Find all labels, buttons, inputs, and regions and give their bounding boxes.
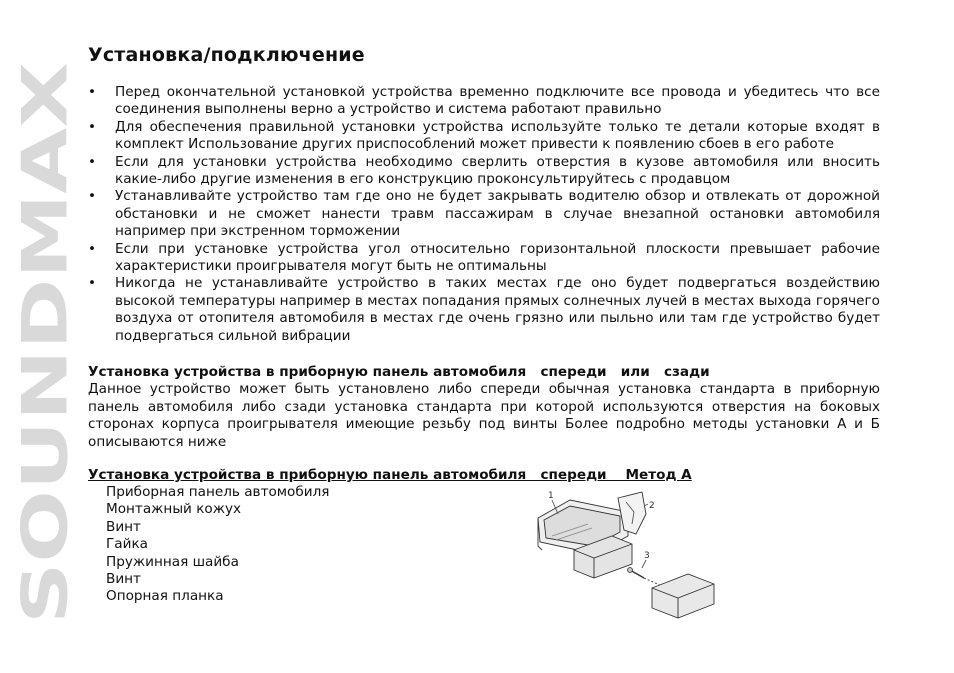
section-heading: Установка устройства в приборную панель автомобиля спереди или сзади: [88, 364, 710, 380]
diagram-label-1: 1: [548, 491, 554, 501]
list-item: • Никогда не устанавливайте устройство в таких местах где оно будет подвергаться воздействию высокой температуры например в местах попадания прямых солнечных лучей в местах выхода горячего воздуха от отопителя автомобиля в местах где очень грязно или пыльно или там где устройство будет подвергаться сильной вибрации: [88, 275, 880, 344]
part-item: Опорная планка: [106, 588, 224, 605]
diagram-label-3: 3: [644, 551, 650, 561]
soundmax-logo: [8, 58, 82, 628]
list-item: • Если при установке устройства угол относительно горизонтальной плоскости превышает рабочие характеристики проигрывателя могут быть не оптимальны: [88, 240, 880, 275]
section-heading-method-a: Установка устройства в приборную панель автомобиля спереди Метод А: [88, 467, 692, 483]
list-item: • Устанавливайте устройство там где оно не будет закрывать водителю обзор и отвлекать от дорожной обстановки и не сможет нанести травм пассажирам в случае внезапной остановки автомобиля например при экстренном торможении: [88, 188, 880, 240]
section-method-a: [88, 467, 880, 484]
section-front-rear: [88, 364, 880, 451]
part-item: Пружинная шайба: [106, 553, 239, 570]
section-paragraph: Данное устройство может быть установлено либо спереди обычная установка стандарта в приборную панель автомобиля либо сзади установка стандарта при которой используются отверстия на боковых сторонах корпуса проигрывателя имеющие резьбу под винты Более подробно методы установки А и Б описываются ниже: [88, 381, 880, 450]
part-item: Монтажный кожух: [106, 501, 242, 518]
part-item: Винт: [106, 518, 141, 535]
installation-diagram: [532, 484, 722, 626]
parts-list: [106, 484, 329, 606]
part-item: Винт: [106, 571, 141, 588]
bullet-list: [88, 84, 880, 345]
brand-text: SOUNDMAX: [8, 215, 82, 624]
list-item: • Если для установки устройства необходимо сверлить отверстия в кузове автомобиля или вносить какие-либо другие изменения в его конструкцию проконсультируйтесь с продавцом: [88, 153, 880, 188]
diagram-label-2: 2: [649, 501, 655, 511]
list-item: • Для обеспечения правильной установки устройства используйте только те детали которые входят в комплект Использование других приспособлений может привести к появлению сбоев в его работе: [88, 118, 880, 153]
part-item: Гайка: [106, 536, 148, 553]
part-item: Приборная панель автомобиля: [106, 484, 330, 500]
page-title: Установка/подключение: [88, 44, 365, 66]
list-item: • Перед окончательной установкой устройства временно подключите все провода и убедитесь что все соединения выполнены верно а устройство и система работают правильно: [88, 84, 880, 118]
